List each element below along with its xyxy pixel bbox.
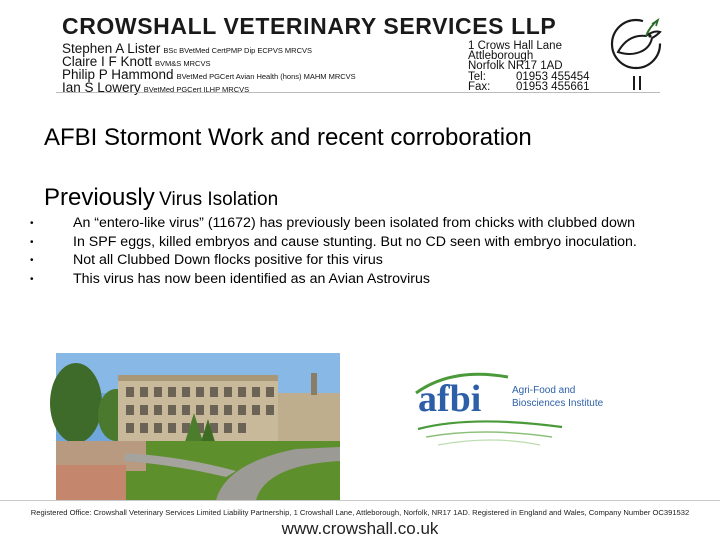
bullet-item	[30, 235, 650, 251]
bullet-text: Not all Clubbed Down flocks positive for this virus	[73, 252, 383, 268]
company-name: CROWSHALL VETERINARY SERVICES LLP	[62, 13, 557, 39]
fax-label: Fax:	[468, 81, 491, 93]
partner-quals: BVetMed PGCert Avian Health (hons) MAHM MRCVS	[176, 72, 356, 81]
bullet-item	[30, 216, 650, 232]
address-line: Attleborough	[468, 50, 534, 62]
section-heading-main: Previously	[44, 184, 155, 211]
afbi-wordmark: afbi	[418, 378, 482, 420]
partner-name: Ian S Lowery	[62, 80, 141, 95]
tel-number: 01953 455454	[516, 71, 590, 83]
slide-title: AFBI Stormont Work and recent corroboration	[44, 124, 532, 151]
address-line: Norfolk NR17 1AD	[468, 60, 563, 72]
registered-office: Registered Office: Crowshall Veterinary Services Limited Liability Partnership, 1 Crowshall Lane, Attleborough, Norfolk, NR17 1AD. Registered in England and Wales, Company Number OC391532	[30, 508, 690, 517]
partner-line	[62, 79, 249, 97]
bullet-text: An “entero-like virus” (11672) has previously been isolated from chicks with clubbed down	[73, 215, 635, 231]
afbi-logo	[412, 363, 604, 455]
bullet-item	[30, 272, 650, 288]
tel-label: Tel:	[468, 71, 486, 83]
bullet-glyph: •	[30, 273, 34, 285]
partner-name: Philip P Hammond	[62, 67, 174, 82]
website-link[interactable]: www.crowshall.co.uk	[281, 519, 439, 538]
partner-name: Claire I F Knott	[62, 54, 153, 69]
section-heading-sub: Virus Isolation	[159, 189, 279, 210]
footer-divider	[0, 500, 720, 501]
bullet-text: This virus has now been identified as an Avian Astrovirus	[73, 270, 430, 287]
section-heading	[44, 184, 278, 212]
bullet-item	[30, 253, 650, 269]
partner-quals: BSc BVetMed CertPMP Dip ECPVS MRCVS	[163, 46, 312, 55]
partner-name: Stephen A Lister	[62, 41, 161, 56]
afbi-line-1: Agri-Food and	[512, 385, 576, 396]
fax-number: 01953 455661	[516, 81, 590, 93]
bullet-list	[30, 216, 650, 290]
header-divider	[56, 92, 660, 93]
building-photo	[56, 353, 340, 500]
afbi-line-2: Biosciences Institute	[512, 398, 604, 409]
bullet-glyph: •	[30, 218, 34, 229]
bullet-text: In SPF eggs, killed embryos and cause stunting. But no CD seen with embryo inoculation.	[73, 233, 637, 250]
address-line: 1 Crows Hall Lane	[468, 40, 562, 52]
partner-quals: BVetMed PGCert ILHP MRCVS	[143, 85, 250, 94]
partner-quals: BVM&S MRCVS	[155, 59, 211, 68]
crow-in-circle-icon	[606, 14, 670, 92]
bullet-glyph: •	[30, 255, 34, 266]
bullet-glyph: •	[30, 236, 34, 248]
